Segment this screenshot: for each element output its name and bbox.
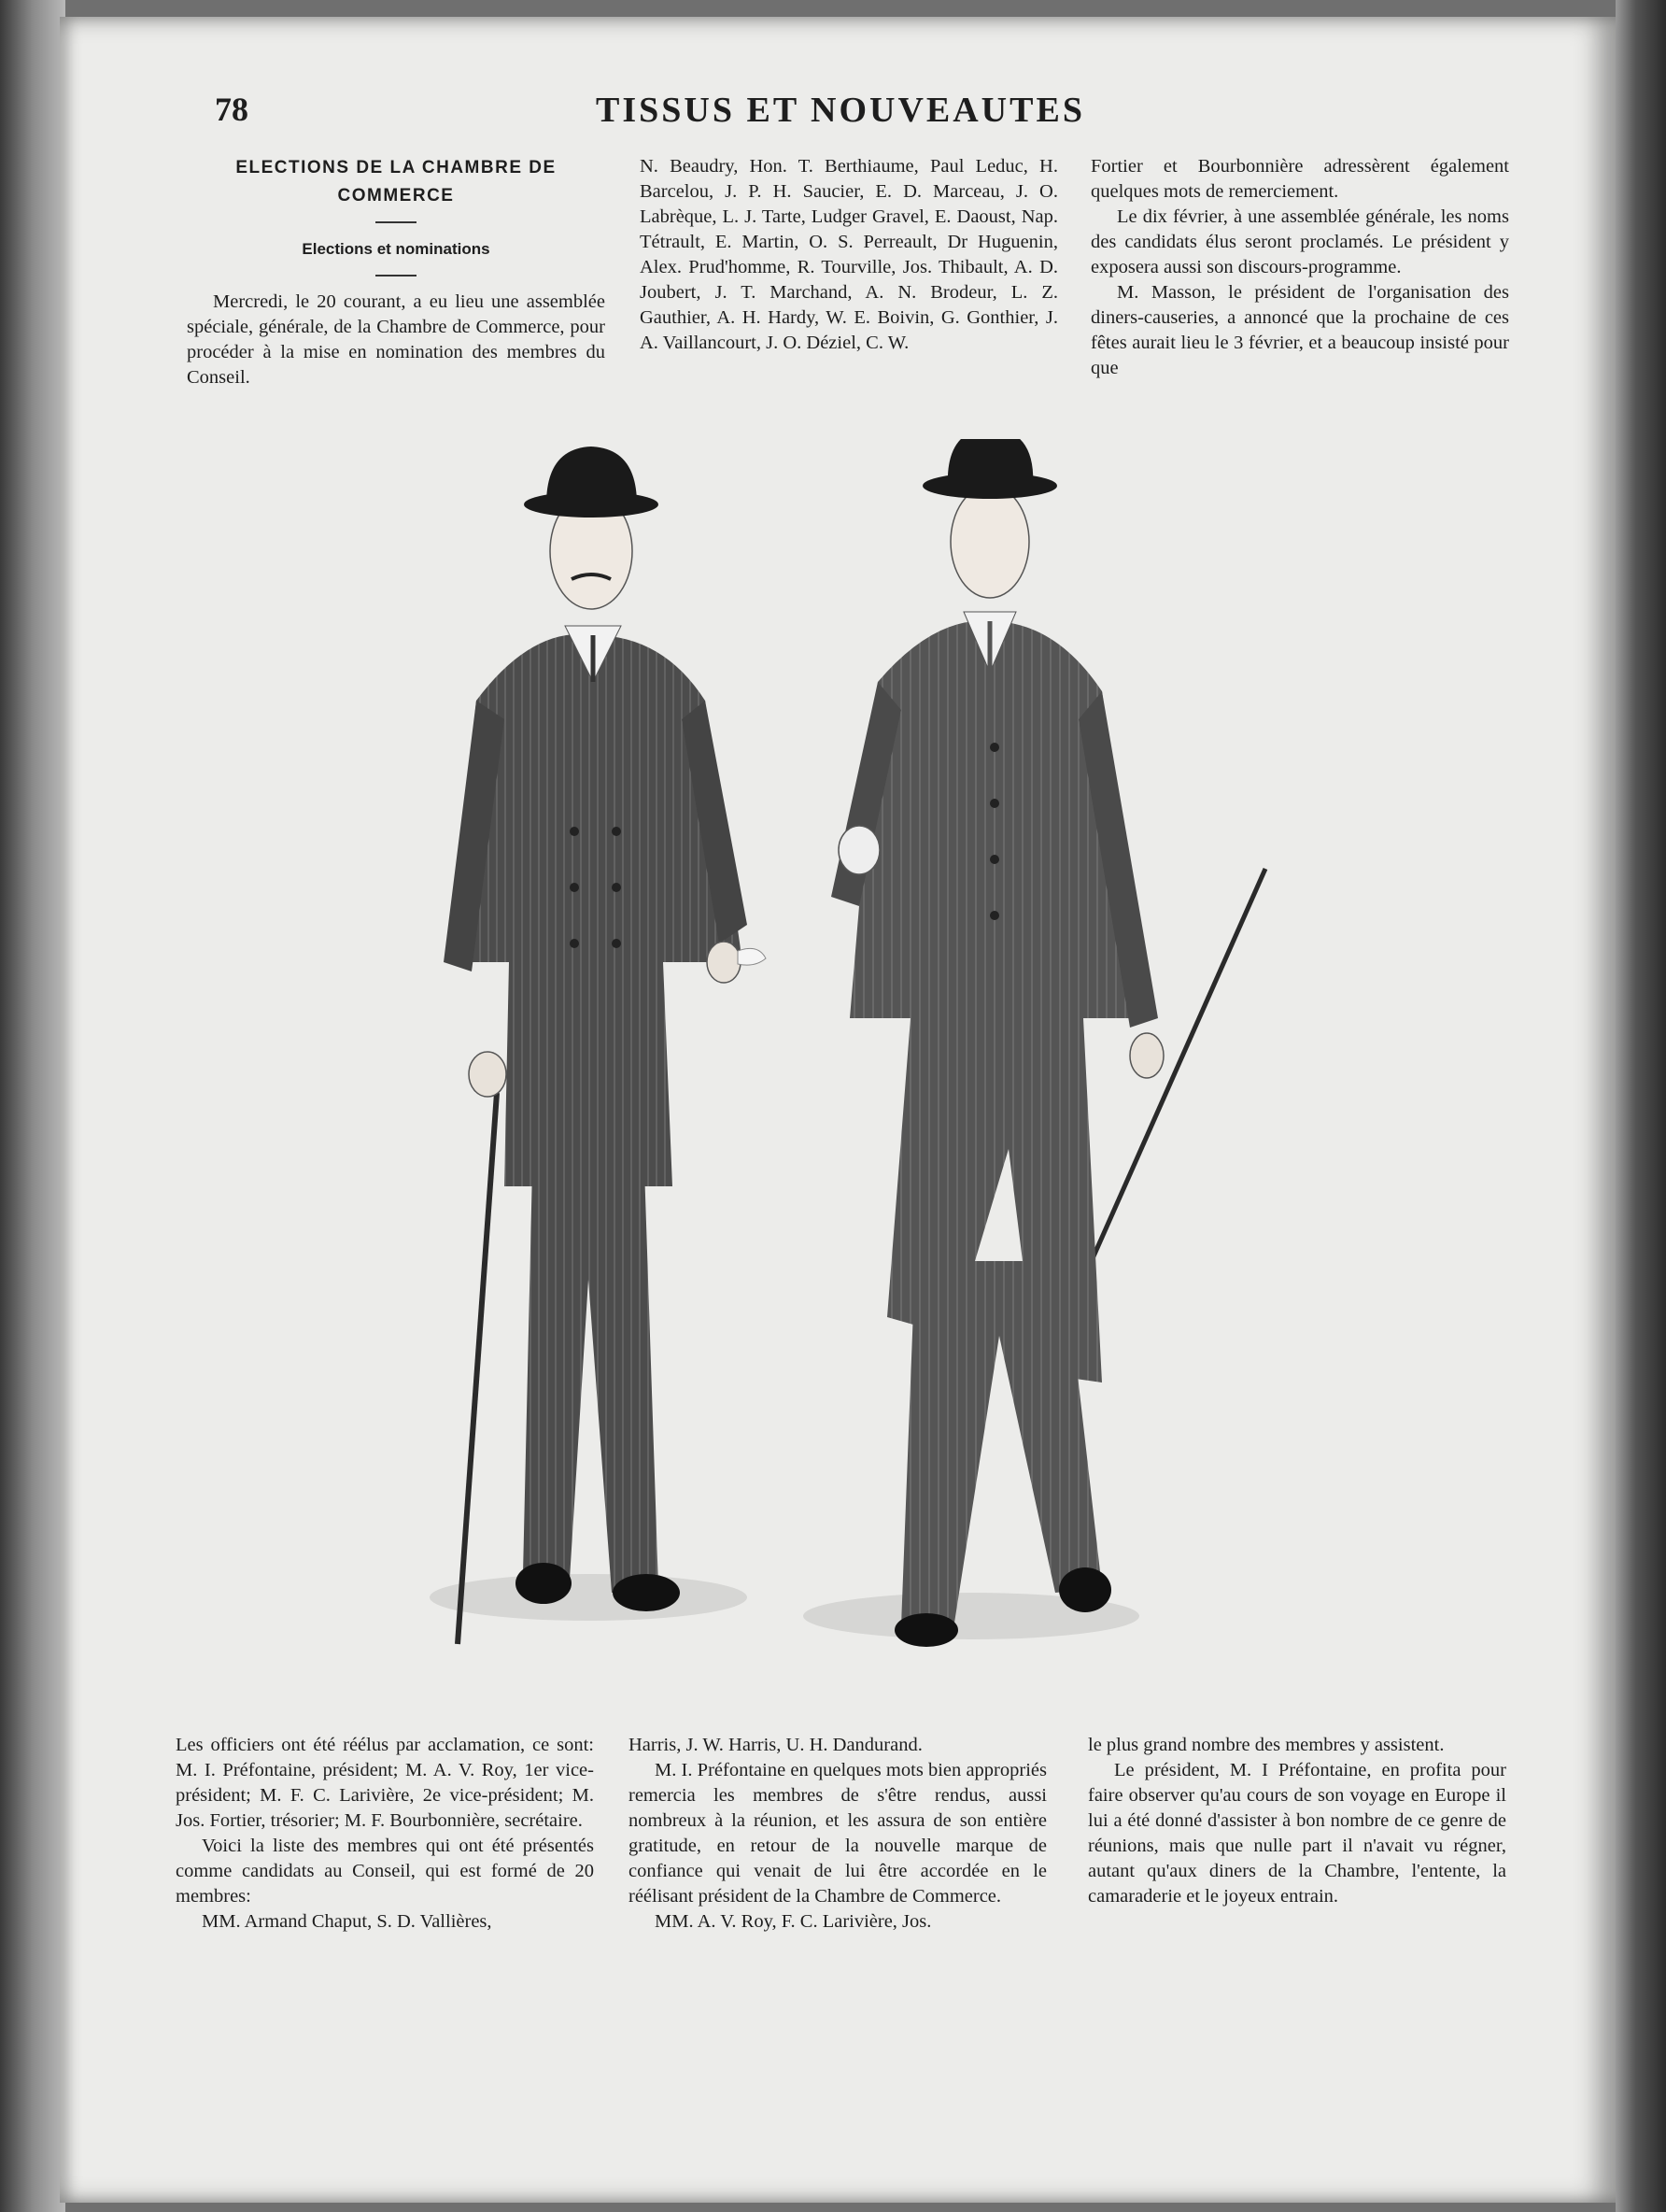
paragraph: le plus grand nombre des membres y assistent. bbox=[1088, 1735, 1445, 1755]
page-header bbox=[149, 90, 1532, 136]
page-edge-shadow bbox=[1616, 0, 1666, 2212]
top-column-3 bbox=[1091, 154, 1509, 381]
walking-cane bbox=[458, 1093, 497, 1644]
running-title: TISSUS ET NOUVEAUTES bbox=[596, 91, 1085, 130]
bottom-column-2 bbox=[628, 1733, 1047, 1935]
top-column-1 bbox=[187, 154, 605, 390]
paragraph: M. Masson, le président de l'organisation des diners-causeries, a annoncé que la prochaine de ces fêtes aurait lieu le 3 février, et a beaucoup insisté pour que bbox=[1091, 282, 1509, 378]
paragraph: Mercredi, le 20 courant, a eu lieu une assemblée spéciale, générale, de la Chambre de Commerce, pour procéder à la mise en nomination des membres du Conseil. bbox=[187, 291, 605, 388]
top-column-2 bbox=[640, 154, 1058, 356]
figure-left-gentleman bbox=[430, 447, 766, 1644]
paragraph: Fortier et Bourbonnière adressèrent également quelques mots de remerciement. bbox=[1091, 156, 1509, 202]
article-subheading: Elections et nominations bbox=[302, 240, 490, 258]
paragraph: Les officiers ont été réélus par acclamation, ce sont: M. I. Préfontaine, président; M. A. V. Roy, 1er vice-président; M. F. C. Larivière, 2e vice-président; M. Jos. Fortier, trésorier; M. F. Bourbonnière, secrétaire. bbox=[176, 1735, 594, 1831]
paragraph: Le président, M. I Préfontaine, en profita pour faire observer qu'au cours de son voyage en Europe il lui a été donné d'assister à bon nombre de ce genre de réunions, mais que nulle part il n'avait vu régner, autant qu'aux diners de la Chambre, l'entente, la camaraderie et le joyeux entrain. bbox=[1088, 1760, 1506, 1907]
article-heading: ELECTIONS DE LA CHAMBRE DE COMMERCE bbox=[235, 158, 557, 206]
subheading-rule bbox=[375, 275, 416, 276]
paragraph: M. I. Préfontaine en quelques mots bien appropriés remercia les membres de s'être rendus, aussi nombreux à la réunion, et les assura de son entière gratitude, en retour de la nouvelle marque de confiance qui venait de lui être accordée en le réélisant président de la Chambre de Commerce. bbox=[628, 1760, 1047, 1907]
page-number: 78 bbox=[215, 91, 248, 128]
fashion-illustration bbox=[392, 439, 1289, 1709]
bottom-column-1 bbox=[176, 1733, 594, 1935]
paragraph: MM. Armand Chaput, S. D. Vallières, bbox=[202, 1911, 492, 1932]
paragraph: N. Beaudry, Hon. T. Berthiaume, Paul Leduc, H. Barcelou, J. P. H. Saucier, E. D. Marceau, J. O. Labrèque, L. J. Tarte, Ludger Gravel, E. Daoust, Nap. Tétrault, E. Martin, O. S. Perreault, Dr Huguenin, Alex. Prud'homme, R. Tourville, Jos. Thibault, A. D. Joubert, J. T. Marchand, A. N. Brodeur, L. Z. Gauthier, A. H. Hardy, W. E. Boivin, G. Gonthier, J. A. Vaillancourt, J. O. Déziel, C. W. bbox=[640, 156, 1058, 353]
figure-right-gentleman bbox=[803, 439, 1265, 1647]
book-binding-shadow bbox=[0, 0, 65, 2212]
paragraph: Voici la liste des membres qui ont été présentés comme candidats au Conseil, qui est formé de 20 membres: bbox=[176, 1836, 594, 1907]
paragraph: MM. A. V. Roy, F. C. Larivière, Jos. bbox=[655, 1911, 932, 1932]
paragraph: Le dix février, à une assemblée générale, les noms des candidats élus seront proclamés. Le président y exposera aussi son discours-programme. bbox=[1091, 206, 1509, 277]
heading-rule bbox=[375, 221, 416, 223]
paragraph: Harris, J. W. Harris, U. H. Dandurand. bbox=[628, 1735, 923, 1755]
bottom-column-3 bbox=[1088, 1733, 1506, 1909]
